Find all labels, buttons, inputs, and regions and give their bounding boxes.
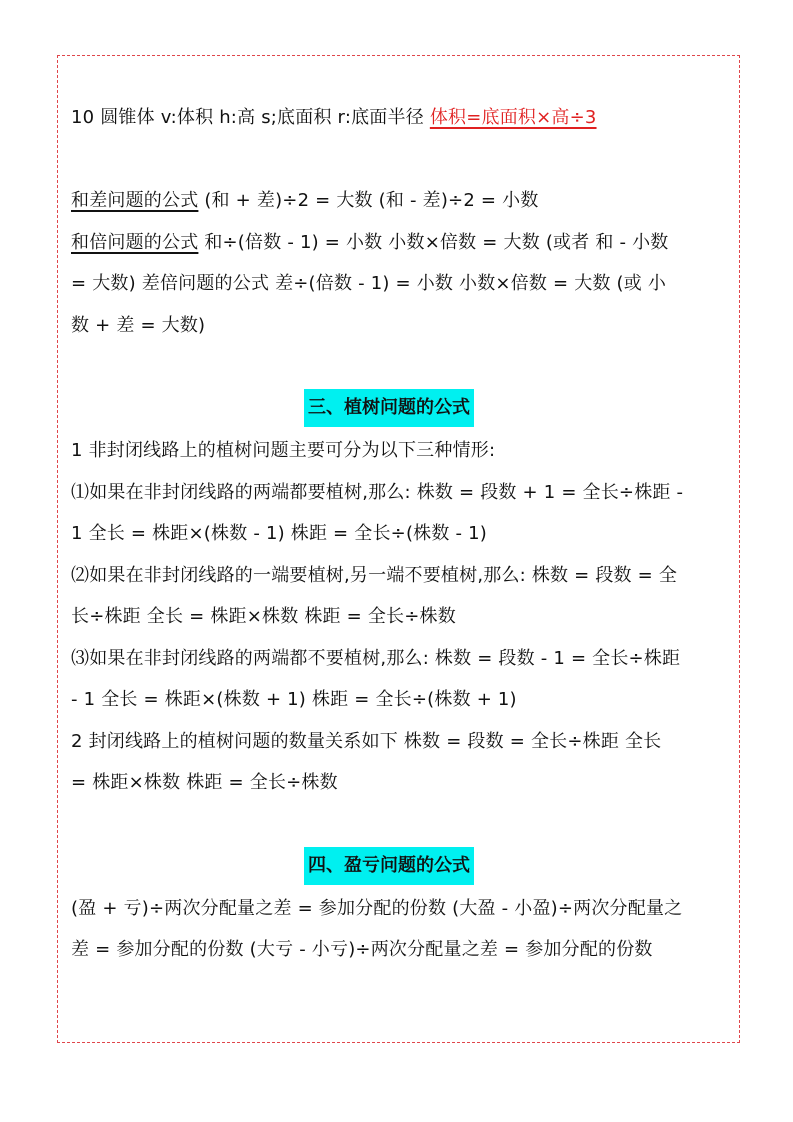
sum-difference-line — [71, 188, 539, 214]
tree-planting-line: 1 非封闭线路上的植树问题主要可分为以下三种情形: — [71, 440, 496, 461]
tree-planting-line: ⑵如果在非封闭线路的一端要植树,另一端不要植树,那么: 株数 = 段数 = 全 — [71, 565, 678, 586]
sum-multiple-line-1 — [71, 230, 669, 256]
section-heading-surplus-deficit: 四、盈亏问题的公式 — [304, 847, 474, 885]
tree-planting-line: 2 封闭线路上的植树问题的数量关系如下 株数 = 段数 = 全长÷株距 全长 — [71, 731, 662, 752]
tree-planting-line: ⑴如果在非封闭线路的两端都要植树,那么: 株数 = 段数 + 1 = 全长÷株距 - — [71, 482, 684, 503]
sum-multiple-line-3: 数 + 差 = 大数) — [71, 315, 206, 336]
cone-variables: 10 圆锥体 v:体积 h:高 s;底面积 r:底面半径 — [71, 107, 430, 128]
surplus-deficit-line: (盈 + 亏)÷两次分配量之差 = 参加分配的份数 (大盈 - 小盈)÷两次分配量之 — [71, 898, 683, 919]
tree-planting-line: 1 全长 = 株距×(株数 - 1) 株距 = 全长÷(株数 - 1) — [71, 523, 487, 544]
cone-volume-formula: 体积=底面积×高÷3 — [429, 107, 597, 128]
sum-multiple-line-2: = 大数) 差倍问题的公式 差÷(倍数 - 1) = 小数 小数×倍数 = 大数 (或 小 — [71, 273, 667, 294]
section-heading-tree-planting: 三、植树问题的公式 — [304, 389, 474, 427]
surplus-deficit-line: 差 = 参加分配的份数 (大亏 - 小亏)÷两次分配量之差 = 参加分配的份数 — [71, 939, 653, 960]
tree-planting-line: - 1 全长 = 株距×(株数 + 1) 株距 = 全长÷(株数 + 1) — [71, 689, 517, 710]
tree-planting-line: = 株距×株数 株距 = 全长÷株数 — [71, 772, 338, 793]
sum-multiple-title: 和倍问题的公式 — [71, 232, 199, 253]
sum-difference-formula: (和 + 差)÷2 = 大数 (和 - 差)÷2 = 小数 — [198, 190, 539, 211]
tree-planting-line: ⑶如果在非封闭线路的两端都不要植树,那么: 株数 = 段数 - 1 = 全长÷株距 — [71, 648, 681, 669]
cone-formula-line — [71, 105, 597, 131]
tree-planting-line: 长÷株距 全长 = 株距×株数 株距 = 全长÷株数 — [71, 606, 456, 627]
sum-multiple-formula: 和÷(倍数 - 1) = 小数 小数×倍数 = 大数 (或者 和 - 小数 — [198, 232, 669, 253]
sum-difference-title: 和差问题的公式 — [71, 190, 199, 211]
